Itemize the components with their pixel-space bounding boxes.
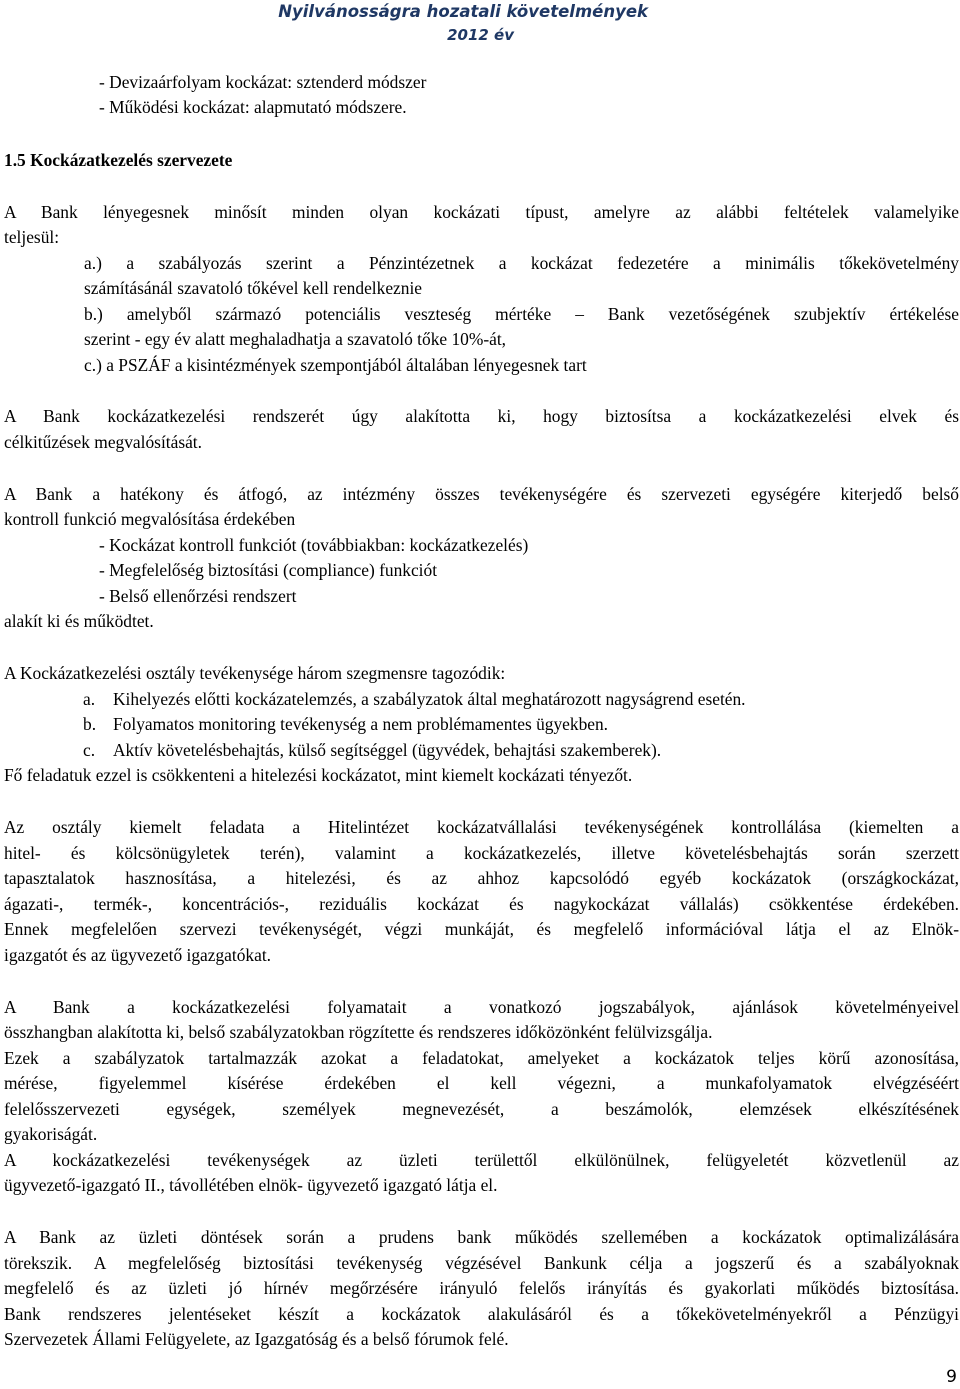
paragraph-line: összhangban alakította ki, belső szabályzatokban rögzítette és rendszeres időközönként felülvizsgálja. <box>4 1022 713 1042</box>
paragraph-line: Szervezetek Állami Felügyelete, az Igazgatóság és a belső fórumok felé. <box>4 1329 509 1349</box>
intro-item: - Devizaárfolyam kockázat: sztenderd módszer <box>99 72 427 92</box>
paragraph-line: megfelelő és az üzleti jó hírnév megőrzésére irányuló felelős irányítás és gyakorlati működés biztosítása. <box>4 1278 959 1298</box>
paragraph-line: gyakoriságát. <box>4 1124 98 1144</box>
condition-line: szerint - egy év alatt meghaladhatja a szavatoló tőke 10%-át, <box>84 329 507 349</box>
paragraph-line: A Bank az üzleti döntések során a prudens bank működés szellemében a kockázatok optimalizálására <box>4 1227 959 1247</box>
paragraph-line: Ezek a szabályzatok tartalmazzák azokat a feladatokat, amelyeket a kockázatok teljes körű azonosítása, <box>4 1048 959 1068</box>
paragraph-line: teljesül: <box>4 227 60 247</box>
header-title: Nyilvánosságra hozatali követelmények <box>278 2 648 21</box>
paragraph-line: Fő feladatuk ezzel is csökkenteni a hitelezési kockázatot, mint kiemelt kockázati tényezőt. <box>4 765 633 785</box>
paragraph-line: A Bank lényegesnek minősít minden olyan kockázati típust, amelyre az alábbi feltételek valamelyike <box>4 202 959 222</box>
segment-number: c. <box>83 740 96 760</box>
control-item: - Belső ellenőrzési rendszert <box>99 586 297 606</box>
control-item: - Megfelelőség biztosítási (compliance) funkciót <box>99 560 438 580</box>
condition-line: számításánál szavatoló tőkével kell rendelkeznie <box>84 278 423 298</box>
control-item: - Kockázat kontroll funkciót (továbbiakban: kockázatkezelés) <box>99 535 529 555</box>
paragraph-line: A Bank a kockázatkezelési folyamatait a vonatkozó jogszabályok, ajánlások követelményeivel <box>4 997 959 1017</box>
paragraph-line: Bank rendszeres jelentéseket készít a kockázatok alakulásáról és a tőkekövetelményekről a Pénzügyi <box>4 1304 959 1324</box>
segment-text: Folyamatos monitoring tevékenység a nem problémamentes ügyekben. <box>113 714 609 734</box>
segment-number: a. <box>83 689 96 709</box>
paragraph-line: A kockázatkezelési tevékenységek az üzleti területtől elkülönülnek, felügyeletét közvetlenül az <box>4 1150 959 1170</box>
paragraph-line: Ennek megfelelően szervezi tevékenységét, végzi munkáját, és megfelelő információval látja el az Elnök- <box>4 919 959 939</box>
paragraph-line: alakít ki és működtet. <box>4 611 154 631</box>
section-heading: 1.5 Kockázatkezelés szervezete <box>4 150 233 170</box>
paragraph-line: kontroll funkció megvalósítása érdekében <box>4 509 296 529</box>
paragraph-line: törekszik. A megfelelőség biztosítási tevékenység végzésével Bankunk célja a jogszerű és a szabályoknak <box>4 1253 959 1273</box>
paragraph-line: felelősszervezeti egységek, személyek megnevezését, a beszámolók, elemzések elkészítésének <box>4 1099 959 1119</box>
paragraph-line: A Kockázatkezelési osztály tevékenysége három szegmensre tagozódik: <box>4 663 506 683</box>
condition-line: c.) a PSZÁF a kisintézmények szempontjából általában lényegesnek tart <box>84 355 587 375</box>
paragraph-line: A Bank kockázatkezelési rendszerét úgy alakította ki, hogy biztosítsa a kockázatkezelési elvek és <box>4 406 959 426</box>
segment-text: Kihelyezés előtti kockázatelemzés, a szabályzatok által meghatározott nagyságrend esetén. <box>113 689 746 709</box>
paragraph-line: tapasztalatok hasznosítása, a hitelezési, és az ahhoz kapcsolódó egyéb kockázatok (országkockázat, <box>4 868 959 888</box>
condition-line: a.) a szabályozás szerint a Pénzintézetnek a kockázat fedezetére a minimális tőkekövetelmény <box>84 253 959 273</box>
paragraph-line: igazgatót és az ügyvezető igazgatókat. <box>4 945 272 965</box>
paragraph-line: A Bank a hatékony és átfogó, az intézmény összes tevékenységére és szervezeti egységére kiterjedő belső <box>4 484 959 504</box>
paragraph-line: Az osztály kiemelt feladata a Hitelintézet kockázatvállalási tevékenységének kontrollálása (kiemelten a <box>4 817 959 837</box>
page-number: 9 <box>946 1367 957 1387</box>
paragraph-line: mérése, figyelemmel kísérése érdekében el kell végezni, a munkafolyamatok elvégzéséért <box>4 1073 959 1093</box>
intro-item: - Működési kockázat: alapmutató módszere. <box>99 97 407 117</box>
paragraph-line: ágazati-, termék-, koncentrációs-, reziduális kockázat és nagykockázat vállalás) csökkentése érdekében. <box>4 894 959 914</box>
segment-number: b. <box>83 714 97 734</box>
segment-text: Aktív követelésbehajtás, külső segítséggel (ügyvédek, behajtási szakemberek). <box>113 740 662 760</box>
header-year: 2012 év <box>447 26 514 44</box>
paragraph-line: célkitűzések megvalósítását. <box>4 432 202 452</box>
paragraph-line: ügyvezető-igazgató II., távollétében elnök- ügyvezető igazgató látja el. <box>4 1175 498 1195</box>
paragraph-line: hitel- és kölcsönügyletek terén), valamint a kockázatkezelés, illetve követelésbehajtás során szerzett <box>4 843 959 863</box>
condition-line: b.) amelyből származó potenciális veszteség mértéke – Bank vezetőségének szubjektív értékelése <box>84 304 959 324</box>
